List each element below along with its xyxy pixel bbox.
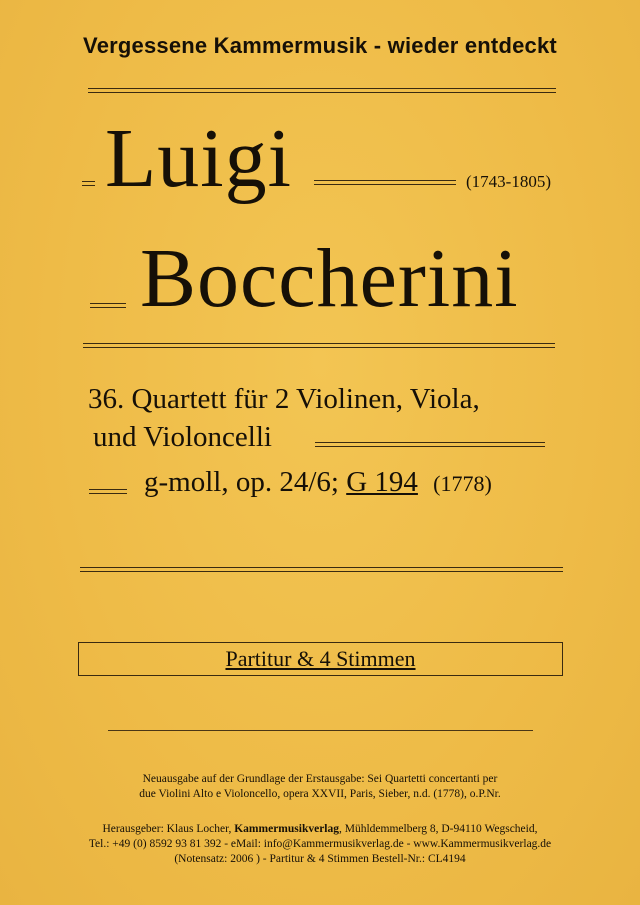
work-catalog-number: G 194 xyxy=(346,466,418,498)
divider-top xyxy=(88,88,556,93)
divider-mid xyxy=(80,567,563,572)
source-line-1: Neuausgabe auf der Grundlage der Erstausgabe: Sei Quartetti concertanti per xyxy=(142,773,498,785)
work-key-opus: g-moll, op. 24/6; xyxy=(144,466,339,498)
divider-after-name xyxy=(83,343,555,348)
work-year: (1778) xyxy=(433,471,492,496)
work-title-line1: 36. Quartett für 2 Violinen, Viola, xyxy=(88,383,480,415)
publisher-name: Kammermusikverlag xyxy=(234,823,339,835)
divider-left-first-name xyxy=(82,181,95,186)
composer-first-name: Luigi xyxy=(105,112,292,205)
source-line-2: due Violini Alto e Violoncello, opera XXVII, Paris, Sieber, n.d. (1778), o.P.Nr. xyxy=(139,788,501,800)
composer-dates: (1743-1805) xyxy=(466,172,551,191)
publisher-prefix: Herausgeber: Klaus Locher, xyxy=(102,823,232,835)
publisher-address: , Mühldemmelberg 8, D-94110 Wegscheid, xyxy=(339,823,538,835)
order-line: (Notensatz: 2006 ) - Partitur & 4 Stimmen Bestell-Nr.: CL4194 xyxy=(174,853,466,865)
divider-left-key xyxy=(89,489,127,494)
edition-type: Partitur & 4 Stimmen xyxy=(225,646,416,671)
series-title: Vergessene Kammermusik - wieder entdeckt xyxy=(83,33,557,58)
divider-footer xyxy=(108,730,533,731)
edition-box xyxy=(78,642,563,676)
publisher-line xyxy=(0,822,640,837)
divider-left-last-name xyxy=(90,303,126,308)
contact-line: Tel.: +49 (0) 8592 93 81 392 - eMail: info@Kammermusikverlag.de - www.Kammermusikverlag.de xyxy=(88,838,552,850)
composer-last-name: Boccherini xyxy=(140,232,519,325)
divider-right-first-name xyxy=(314,180,456,185)
work-title-line2: und Violoncelli xyxy=(93,421,272,453)
work-key-line xyxy=(144,466,492,499)
divider-right-line2 xyxy=(315,442,545,447)
